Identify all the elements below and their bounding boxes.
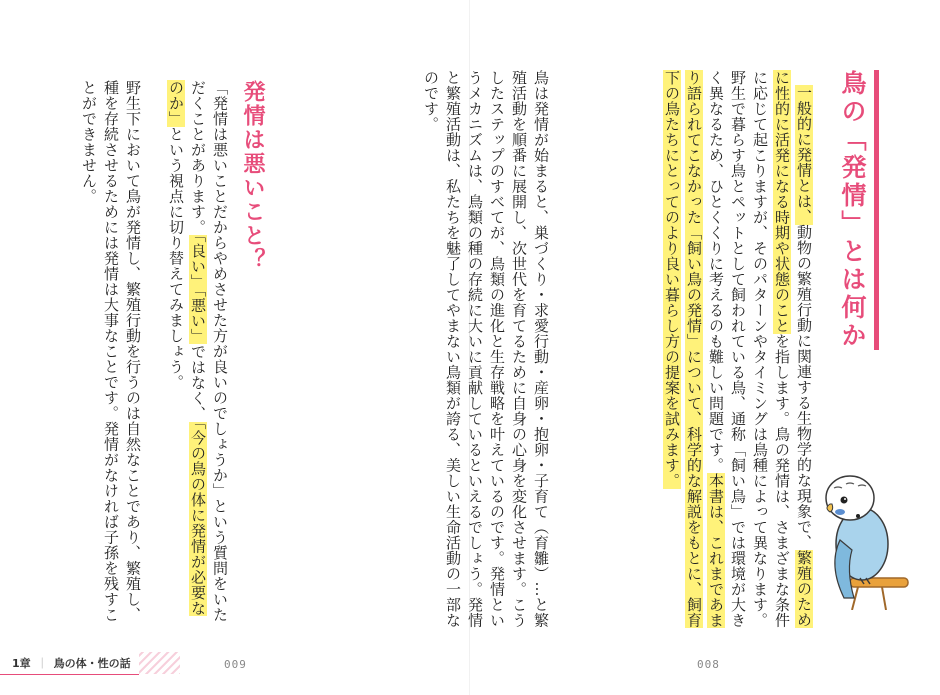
lp1-seg-0: 「発情は悪いことだからやめさせた方が良いのでしょうか」という質問をいただくことがあります。	[189, 80, 229, 623]
chapter-tab	[0, 652, 180, 674]
rp1-seg-1: 動物の繁殖行動に関連する生物学的な現象で、	[795, 224, 813, 550]
lp1-seg-2: ではなく、	[189, 344, 207, 422]
lp1-seg-1: 「良い」「悪い」	[189, 235, 207, 344]
right-page-heading: 鳥の「発情」とは何か	[836, 70, 879, 350]
rp1-seg-0: 一般的に発情とは、	[795, 85, 813, 225]
chapter-title: 鳥の体・性の話	[53, 656, 131, 670]
rp1-seg-4: 本書は、これまであまり語られてこなかった「飼い鳥の発情」について、科学的な解説をもとに、飼育下の鳥たちにとってのより良い暮らし方の提案を試みます。	[663, 70, 725, 628]
right-page-paragraph-1	[557, 70, 815, 630]
page-number-left: 009	[224, 658, 247, 671]
chapter-number: 1章	[12, 656, 31, 670]
lp1-seg-4: という視点に切り替えてみましょう。	[167, 126, 185, 390]
left-page-paragraph-1	[149, 80, 231, 630]
left-page-paragraph-2: 野生下において鳥が発情し、繁殖行動を行うのは自然なことであり、繁殖し、種を存続させるためには発情は大事なことです。発情がなければ子孫を残すことができません。	[80, 80, 142, 623]
rp1-seg-3: を指します。鳥の発情は、さまざまな条件に応じて起こりますが、そのパターンやタイミングは鳥種によって異なります。野生で暮らす鳥とペットとして飼われている鳥、通称「飼い鳥」では環境が大きく異なるため、ひとくくりに考えるのも難しい問題です。	[707, 70, 791, 628]
left-page-heading: 発情は悪いこと？	[240, 80, 265, 272]
page-number-right: 008	[697, 658, 720, 671]
chapter-separator: ｜	[36, 656, 48, 670]
lp1-seg-3: 「今の鳥の体に発情が必要なのか」	[167, 80, 207, 616]
right-page-paragraph-2: 鳥は発情が始まると、巣づくり・求愛行動・産卵・抱卵・子育て（育雛）…と繁殖活動を順番に展開し、次世代を育てるために自身の心身を変化させます。こうしたステップのすべてが、鳥類の進化と生存戦略を叶えているのです。発情というメカニズムは、鳥類の種の存続に大いに貢献しているといえるでしょう。発情と繁殖活動は、私たちを魅了してやまない鳥類が誇る、美しい生命活動の一部なのです。	[422, 70, 550, 628]
rp1-seg-2: 繁殖のために性的に活発になる時期や状態のこと	[773, 70, 813, 628]
budgie-illustration	[800, 470, 910, 610]
